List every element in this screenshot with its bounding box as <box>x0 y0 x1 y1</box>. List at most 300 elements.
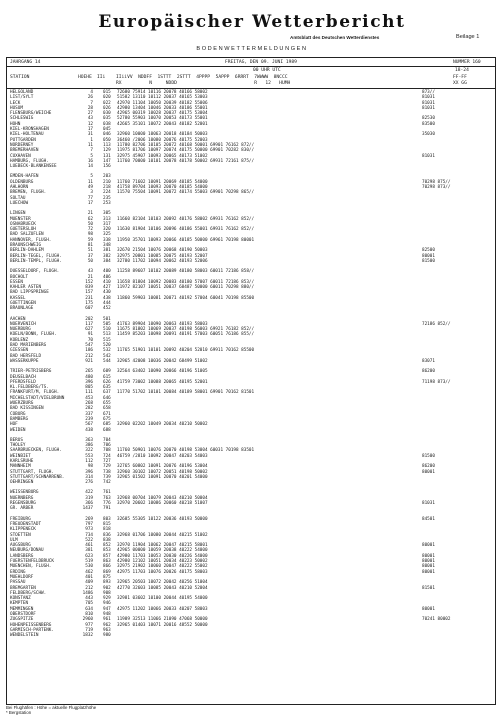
station-name: LECK <box>10 100 21 106</box>
station-index: 320 <box>103 227 111 233</box>
station-height: 43 <box>87 116 93 122</box>
hoehe-column-header: HOEHE <box>78 75 92 80</box>
observation-codes: 41759 73002 10088 20065 40195 52001 <box>117 379 208 385</box>
extra-codes: 80001 <box>422 543 435 549</box>
station-name: FRANKFURT/M, FLUGH. <box>10 390 60 396</box>
station-height: 386 <box>85 443 93 449</box>
extra-codes: 80001 <box>422 553 435 559</box>
station-name: PASSAU <box>10 580 26 586</box>
station-name: OSNABRUECK <box>10 221 36 227</box>
station-name: SOLTAU <box>10 195 26 201</box>
column-headers <box>7 66 495 89</box>
station-index: 382 <box>103 253 111 259</box>
station-index: 626 <box>103 379 111 385</box>
extra-codes: 81031 <box>422 501 435 507</box>
ii-column-header: IIi <box>97 75 106 80</box>
station-height: 186 <box>85 348 93 354</box>
station-height: 553 <box>85 453 93 459</box>
station-height: 805 <box>85 385 93 391</box>
station-name: GIESSEN <box>10 348 29 354</box>
station-height: 453 <box>85 395 93 401</box>
station-name: LINGEN <box>10 211 26 217</box>
station-name: TRIER-PETRISBERG <box>10 369 52 375</box>
observation-codes: 11658 81804 10092 20083 40180 57007 60011 72186 853// <box>117 279 255 285</box>
observation-codes: 11570 75504 10091 20072 40174 55003 69901 70298 865// <box>117 190 255 196</box>
station-index: 875 <box>103 574 111 580</box>
extra-codes: 81031 <box>422 100 435 106</box>
station-name: ERDING <box>10 569 26 575</box>
station-name: CUXHAVEN <box>10 153 31 159</box>
station-index: 675 <box>103 416 111 422</box>
station-height: 567 <box>85 422 93 428</box>
station-name: BREMGARTEN <box>10 585 36 591</box>
extra-codes: 83071 <box>422 358 435 364</box>
station-name: HAMBURG, FLUGH. <box>10 158 49 164</box>
station-name: BAMBERG <box>10 416 29 422</box>
station-name: WEISSENBURG <box>10 490 39 496</box>
station-height: 5 <box>90 153 93 159</box>
station-name: WASSERKUPPE <box>10 358 39 364</box>
station-height: 422 <box>85 490 93 496</box>
station-name: WEIDEN <box>10 427 26 433</box>
extra-codes: 80001 <box>422 569 435 575</box>
station-height: 37 <box>87 253 93 259</box>
station-height: 91 <box>87 332 93 338</box>
observation-codes: 36460 /2006 10080 20076 40175 52003 <box>117 137 208 143</box>
station-name: LANDSBERG <box>10 553 34 559</box>
station-name: PUTTGARDEN <box>10 137 36 143</box>
station-index: 646 <box>103 395 111 401</box>
observation-codes: 32965 20503 10072 20042 40256 51004 <box>117 580 208 586</box>
station-name: KIEL-HOLTENAU <box>10 132 44 138</box>
station-name: KAHLER ASTEN <box>10 285 42 291</box>
footnotes <box>6 705 96 716</box>
station-height: 112 <box>85 459 93 464</box>
station-height: 443 <box>85 596 93 602</box>
station-name: WEINBIET <box>10 453 31 459</box>
station-name: AACHEN <box>10 316 26 322</box>
station-height: 401 <box>85 574 93 580</box>
station-index: 929 <box>103 596 111 602</box>
issue-date: FREITAG, DEN 09. JUNI 1989 <box>225 59 297 65</box>
station-name: BAD HERSFELD <box>10 353 42 359</box>
station-name: FREIBURG <box>10 516 31 522</box>
station-height: 14 <box>87 164 93 170</box>
station-index: 129 <box>103 148 111 154</box>
extra-codes: 80001 <box>422 559 435 565</box>
observation-codes: 11770 51702 10101 20084 40189 58001 69901 70162 81501 <box>117 390 255 396</box>
station-index: 836 <box>103 532 111 538</box>
observation-codes: 32975 21902 10060 20047 40222 55002 <box>117 564 208 570</box>
station-name: BREMEN, FLUGH. <box>10 190 47 196</box>
report-title: Europäischer Wetterbericht <box>98 12 406 32</box>
station-name: SAARBRUECKEN, FLUGH. <box>10 448 62 454</box>
extra-codes: 81031 <box>422 153 435 159</box>
station-name: KEMPTEN <box>10 601 29 607</box>
station-index: 763 <box>103 495 111 501</box>
station-name: BAD MARIENBERG <box>10 343 47 349</box>
station-height: 7 <box>90 100 93 106</box>
station-name: BRAUNSCHWEIG <box>10 243 42 249</box>
station-index: 203 <box>103 174 111 180</box>
station-index: 305 <box>103 211 111 217</box>
station-height: 59 <box>87 237 93 243</box>
station-height: 810 <box>85 612 93 618</box>
station-height: 396 <box>85 379 93 385</box>
station-index: 708 <box>103 448 111 454</box>
observation-codes: 11975 81706 10097 20074 40175 50000 69901 70282 830// <box>117 148 255 154</box>
station-height: 152 <box>85 279 93 285</box>
station-name: NORDERNEY <box>10 142 34 148</box>
station-index: 156 <box>103 164 111 170</box>
station-name: OBERSTDORF <box>10 612 36 618</box>
observation-codes: 32975 45907 10093 20065 40173 51002 <box>117 153 208 159</box>
station-height: 49 <box>87 185 93 191</box>
station-height: 17 <box>87 127 93 133</box>
station-index: 317 <box>103 221 111 227</box>
station-name: PFERDSFELD <box>10 379 36 385</box>
station-height: 62 <box>87 216 93 222</box>
station-name: BAD KISSINGEN <box>10 406 44 412</box>
station-name: KL.FELDBERG/TS. <box>10 385 49 391</box>
station-name: FUERSTENFELDBRUCK <box>10 559 54 565</box>
observation-codes: 42980 12102 10051 20034 40223 50002 <box>117 559 208 565</box>
station-index: 235 <box>103 195 111 201</box>
station-name: EMDEN-HAFEN <box>10 174 39 180</box>
station-height: 607 <box>85 306 93 312</box>
extra-codes: 80001 <box>422 606 435 612</box>
station-index: 893 <box>103 580 111 586</box>
station-name: GARMISCH-PARTENK. <box>10 627 54 633</box>
station-name: BERLIN-DAHLEM <box>10 248 44 254</box>
station-height: 977 <box>85 622 93 628</box>
footnote-mountain-station: * Bergstation <box>6 710 32 716</box>
station-height: 480 <box>85 374 93 380</box>
observation-codes: 41763 89904 10090 20063 40193 58003 <box>117 321 208 327</box>
station-height: 31 <box>87 132 93 138</box>
station-name: BREMERHAVEN <box>10 148 39 154</box>
station-index: 729 <box>103 464 111 470</box>
observation-codes: 11950 35701 10093 20066 40185 50000 69961 70198 80001 <box>117 237 255 243</box>
station-index: 381 <box>103 248 111 254</box>
station-name: HOHENPEISSENBERG <box>10 622 52 628</box>
station-height: 43 <box>87 269 93 275</box>
observation-codes: 32970 20602 10086 20060 40218 51007 <box>117 501 208 507</box>
station-index: 637 <box>103 390 111 396</box>
station-name: BERUS <box>10 437 23 443</box>
station-name: BERLIN-TEMPL, FLUGH. <box>10 258 62 264</box>
station-name: KLIPPENECK <box>10 527 36 533</box>
observation-codes: 32965 01502 10091 20070 40201 54000 <box>117 474 208 480</box>
station-height: 7 <box>90 148 93 154</box>
extra-codes: 80001 <box>422 469 435 475</box>
xx-column-header: XX GG <box>453 80 467 86</box>
station-index: 113 <box>103 142 111 148</box>
station-index: 427 <box>103 285 111 291</box>
station-index: 046 <box>103 132 111 138</box>
observation-codes: 32970 11904 10062 20047 40215 58001 <box>117 543 208 549</box>
station-height: 547 <box>85 343 93 349</box>
observation-codes: 32965 42008 10036 20042 68499 51002 <box>117 358 208 364</box>
station-name: SCHLESWIG <box>10 116 34 122</box>
station-index: 685 <box>103 422 111 428</box>
extra-codes: 70241 80002 <box>422 617 451 623</box>
observation-codes: 42665 35101 10072 20043 40182 52001 <box>117 121 208 127</box>
extra-codes: 83500 <box>422 121 435 127</box>
station-name: HUSUM <box>10 105 23 111</box>
station-name: ZUGSPITZE <box>10 617 34 623</box>
station-height: 21 <box>87 211 93 217</box>
station-index: 857 <box>103 553 111 559</box>
station-name: STUTTGART/SCHNARRENB. <box>10 474 65 480</box>
observation-codes: 42965 00319 10028 20037 40175 53004 <box>117 111 208 117</box>
station-height: 282 <box>85 406 93 412</box>
station-height: 705 <box>85 601 93 607</box>
station-index: 406 <box>103 274 111 280</box>
station-height: 11 <box>87 142 93 148</box>
observation-codes: 42975 11703 10076 20026 40175 58003 <box>117 569 208 575</box>
station-height: 973 <box>85 527 93 533</box>
station-height: 239 <box>85 416 93 422</box>
station-height: 28 <box>87 105 93 111</box>
station-index: 544 <box>103 358 111 364</box>
station-name: BRAUNLAGE <box>10 306 34 312</box>
station-height: 265 <box>85 369 93 375</box>
station-index: 908 <box>103 590 111 596</box>
station-index: 838 <box>103 537 111 543</box>
station-index: 218 <box>103 185 111 191</box>
station-name: MUENCHEN, FLUGH. <box>10 564 52 570</box>
station-index: 739 <box>103 474 111 480</box>
observation-codes: 32780 11702 10094 20062 40193 52006 <box>117 258 208 264</box>
station-name: THOLEY <box>10 443 26 449</box>
station-height: 627 <box>85 327 93 333</box>
station-index: 035 <box>103 116 111 122</box>
station-height: 839 <box>85 285 93 291</box>
station-index: 963 <box>103 627 111 633</box>
observation-codes: 11860 59903 10081 20071 40192 57004 60041 70198 85500 <box>117 295 255 301</box>
station-name: BERLIN-TEGEL, FLUGH. <box>10 253 62 259</box>
extra-codes: 35030 <box>422 132 435 138</box>
observation-codes: 42770 32603 10085 20043 40210 52004 <box>117 585 208 591</box>
observation-codes: 42980 11703 10053 20030 40226 54000 <box>117 553 208 559</box>
station-index: 946 <box>103 601 111 607</box>
station-height: 72 <box>87 227 93 233</box>
station-name: AHLHORN <box>10 185 29 191</box>
station-height: 50 <box>87 258 93 264</box>
station-height: 1832 <box>82 633 93 639</box>
station-height: 519 <box>85 559 93 565</box>
station-name: BAD SALZUFLEN <box>10 232 44 238</box>
station-index: 615 <box>103 374 111 380</box>
station-height: 98 <box>87 464 93 470</box>
station-height: 366 <box>85 501 93 507</box>
station-name: FELDBERG/SCHW. <box>10 590 47 596</box>
station-index: 727 <box>103 459 111 464</box>
station-name: STOETTEN <box>10 532 31 538</box>
hours-label: 18-24 <box>455 67 469 73</box>
station-height: 462 <box>85 569 93 575</box>
station-height: 337 <box>85 411 93 417</box>
code-header-line2: RX N NDDD R 12 HUMH <box>116 80 291 86</box>
station-height: 11 <box>87 179 93 185</box>
station-height: 5 <box>90 174 93 180</box>
extra-codes: 70298 873// <box>422 185 451 191</box>
observation-codes: 11760 50901 10076 20070 40198 53004 60031 70198 83501 <box>117 448 255 454</box>
station-name: KOBLENZ <box>10 337 29 343</box>
station-height: 16 <box>87 158 93 164</box>
observation-codes: 42965 00000 10059 20038 40222 54000 <box>117 548 208 554</box>
station-name: ULM <box>10 537 18 543</box>
data-table <box>6 57 496 705</box>
station-height: 4 <box>90 90 93 95</box>
observation-codes: 32965 01403 10071 20016 48552 50000 <box>117 622 208 628</box>
observation-codes: 11630 81904 10106 20096 40186 55001 69931 76162 852// <box>117 227 255 233</box>
station-height: 50 <box>87 221 93 227</box>
station-height: 381 <box>85 548 93 554</box>
station-height: 921 <box>85 358 93 364</box>
station-index: 658 <box>103 406 111 412</box>
station-height: 17 <box>87 200 93 206</box>
station-index: 438 <box>103 295 111 301</box>
station-height: 117 <box>85 321 93 327</box>
observation-codes: 32968 01706 10080 20044 40215 51002 <box>117 532 208 538</box>
station-index: 510 <box>103 327 111 333</box>
station-height: 1 <box>90 137 93 143</box>
station-index: 026 <box>103 105 111 111</box>
station-name: MUEHLDORF <box>10 574 34 580</box>
station-index: 947 <box>103 606 111 612</box>
station-index: 400 <box>103 269 111 275</box>
station-height: 3 <box>90 190 93 196</box>
station-name: BOCHOLT <box>10 274 29 280</box>
station-height: 634 <box>85 606 93 612</box>
station-index: 210 <box>103 179 111 185</box>
station-index: 704 <box>103 437 111 443</box>
station-column-header: STATION <box>10 75 30 80</box>
observation-codes: 11765 51901 10101 20092 40204 52010 69911 70162 85500 <box>117 348 255 354</box>
station-index: 045 <box>103 127 111 133</box>
station-height: 21 <box>87 274 93 280</box>
station-index: 050 <box>103 137 111 143</box>
jahrgang-label: JAHRGANG 14 <box>10 59 41 65</box>
station-height: 175 <box>85 300 93 306</box>
station-height: 319 <box>85 495 93 501</box>
station-height: 2960 <box>82 617 93 623</box>
station-height: 70 <box>87 337 93 343</box>
station-name: NUERBURG <box>10 327 31 333</box>
station-index: 038 <box>103 121 111 127</box>
observation-codes: 11459 85203 10098 20091 40191 57003 60051 76186 855// <box>117 332 255 338</box>
station-name: OLDENBURG <box>10 179 34 185</box>
table-row <box>7 633 495 638</box>
station-height: 111 <box>85 390 93 396</box>
station-index: 869 <box>103 569 111 575</box>
station-index: 655 <box>103 401 111 407</box>
station-index: 532 <box>103 348 111 354</box>
station-name: FREUDENSTADT <box>10 521 42 527</box>
station-index: 706 <box>103 443 111 449</box>
station-height: 363 <box>85 437 93 443</box>
code-header-line1: IIiiVV NDDFF 1STTT 2STTT 4PPPP 5APPP 6RRRT 7WWWW 8NCCC <box>116 75 288 80</box>
station-name: HELGOLAND <box>10 90 34 95</box>
station-height: 438 <box>85 427 93 433</box>
station-height: 26 <box>87 95 93 101</box>
footnote-airport-height: Bei Flughäfen : Höhe = aktuelle Flugplatzhöhe <box>6 705 97 710</box>
station-height: 734 <box>85 532 93 538</box>
station-name: KIEL-KRONSHAGEN <box>10 127 49 133</box>
extra-codes: 72186 852// <box>422 321 451 327</box>
station-index: 815 <box>103 521 111 527</box>
station-index: 742 <box>103 480 111 486</box>
station-name: KASSEL <box>10 295 26 301</box>
station-name: HOF <box>10 422 18 428</box>
observation-codes: 11660 82104 10103 20092 40176 58002 69931 76162 852// <box>117 216 255 222</box>
station-index: 224 <box>103 190 111 196</box>
observation-codes: 72680 75914 10116 20078 40166 58002 <box>117 90 208 95</box>
station-name: MANNHEIM <box>10 464 31 470</box>
station-name: REGENSBURG <box>10 501 36 507</box>
utc-label: 00 UHR UTC <box>253 67 281 73</box>
station-name: GUETERSLOH <box>10 227 36 233</box>
station-index: 635 <box>103 385 111 391</box>
station-index: 513 <box>103 332 111 338</box>
station-height: 797 <box>85 521 93 527</box>
station-index: 410 <box>103 279 111 285</box>
station-index: 738 <box>103 469 111 475</box>
station-index: 515 <box>103 337 111 343</box>
station-index: 980 <box>103 633 111 639</box>
extra-codes: 873// <box>422 90 435 95</box>
station-index: 384 <box>103 258 111 264</box>
station-name: KARLSRUHE <box>10 459 34 464</box>
station-name: MEMMINGEN <box>10 606 34 612</box>
station-name: ESSEN <box>10 279 23 285</box>
observation-codes: 42970 11104 10050 20039 40182 55006 <box>117 100 208 106</box>
extra-codes: 84501 <box>422 516 435 522</box>
observation-codes: 32975 20801 10085 20075 40193 52007 <box>117 253 208 259</box>
station-index: 131 <box>103 153 111 159</box>
station-name: GOETTINGEN <box>10 300 36 306</box>
observation-codes: 32765 60802 10091 20076 40196 53004 <box>117 464 208 470</box>
station-index: 030 <box>103 111 111 117</box>
observation-codes: 46759 /2810 10092 20047 40203 54003 <box>117 453 208 459</box>
masthead <box>0 12 504 32</box>
station-name: LUECHOW <box>10 200 29 206</box>
station-name: LIST/SYLT <box>10 95 34 101</box>
station-name: NEUBURG/DONAU <box>10 548 44 554</box>
station-index: 520 <box>103 343 111 349</box>
station-height: 1486 <box>82 590 93 596</box>
station-index: 253 <box>103 200 111 206</box>
station-height: 314 <box>85 474 93 480</box>
station-name: WUERZBURG <box>10 401 34 407</box>
station-index: 853 <box>103 548 111 554</box>
station-name: NUERNBERG <box>10 495 34 501</box>
station-index: 671 <box>103 411 111 417</box>
station-index: 147 <box>103 158 111 164</box>
extra-codes: 86200 <box>422 464 435 470</box>
station-index: 818 <box>103 527 111 533</box>
station-index: 452 <box>103 306 111 312</box>
station-name: LUEBECK-BLANKENSEE <box>10 164 57 170</box>
station-index: 863 <box>103 559 111 565</box>
station-index: 902 <box>103 585 111 591</box>
observation-codes: 32960 10000 10063 20018 40184 50003 <box>117 132 208 138</box>
extra-codes: 81500 <box>422 258 435 264</box>
station-index: 022 <box>103 100 111 106</box>
station-index: 609 <box>103 369 111 375</box>
